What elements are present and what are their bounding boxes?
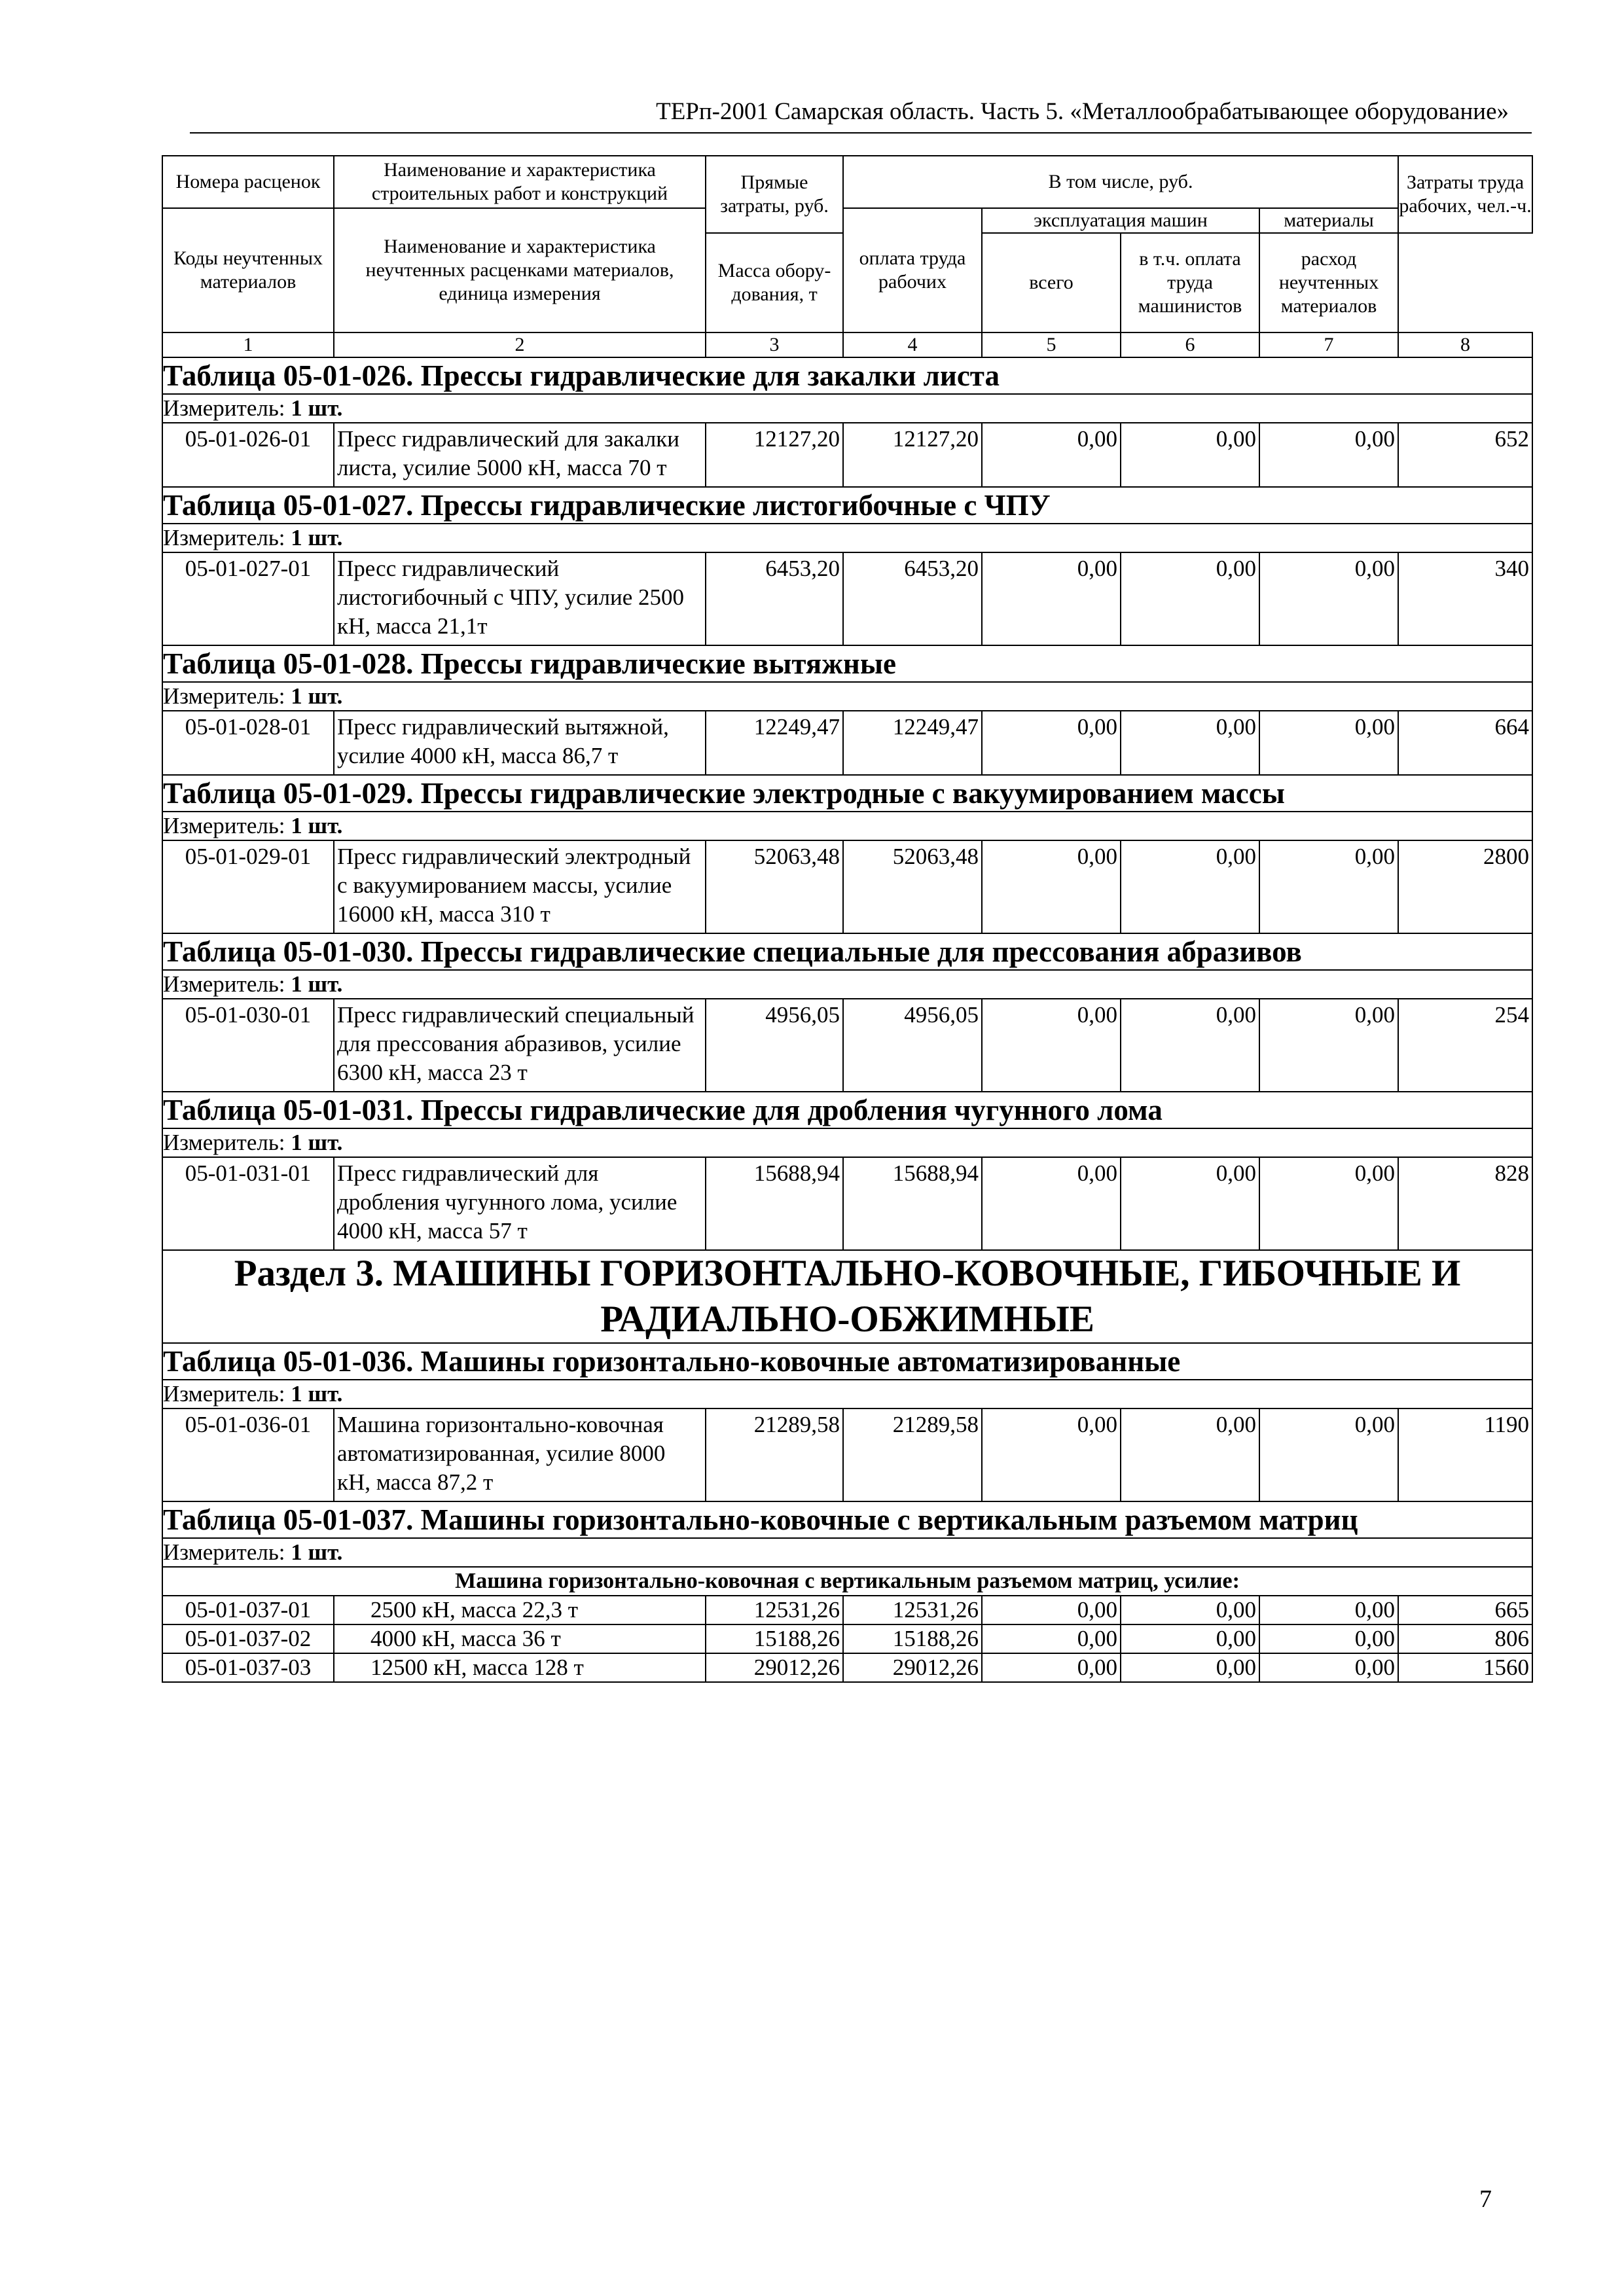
table-row <box>162 423 1532 487</box>
worker-pay: 29012,26 <box>843 1653 982 1682</box>
worker-pay: 12127,20 <box>843 423 982 487</box>
materials: 0,00 <box>1259 1157 1398 1250</box>
worker-pay: 12249,47 <box>843 711 982 775</box>
column-number: 7 <box>1259 332 1398 357</box>
rate-code: 05-01-037-03 <box>162 1653 334 1682</box>
machines-total: 0,00 <box>982 1653 1121 1682</box>
table-title: Таблица 05-01-036. Машины горизонтально-ковочные автоматизированные <box>162 1343 1532 1380</box>
rate-name: Пресс гидравлический для закалки листа, усилие 5000 кН, масса 70 т <box>334 423 706 487</box>
rate-name: Пресс гидравлический листогибочный с ЧПУ, усилие 2500 кН, масса 21,1т <box>334 552 706 645</box>
header-name-top: Наименование и характеристика строительных работ и конструкций <box>334 156 706 208</box>
worker-pay: 12531,26 <box>843 1596 982 1624</box>
price-table <box>162 155 1533 1683</box>
direct-costs: 12249,47 <box>706 711 843 775</box>
table-row <box>162 1157 1532 1250</box>
machines-total: 0,00 <box>982 1596 1121 1624</box>
table-title-row <box>162 1092 1532 1128</box>
labor-hours: 664 <box>1398 711 1532 775</box>
direct-costs: 52063,48 <box>706 840 843 933</box>
meter-row <box>162 524 1532 552</box>
materials: 0,00 <box>1259 711 1398 775</box>
meter <box>162 1538 1532 1567</box>
meter-row <box>162 682 1532 711</box>
machinist-pay: 0,00 <box>1121 1408 1259 1501</box>
labor-hours: 806 <box>1398 1624 1532 1653</box>
table-row <box>162 552 1532 645</box>
meter-value: 1 шт. <box>291 1381 343 1407</box>
meter-value: 1 шт. <box>291 1130 343 1155</box>
table-title-row <box>162 645 1532 682</box>
machinist-pay: 0,00 <box>1121 711 1259 775</box>
rate-name: Пресс гидравлический для дробления чугунного лома, усилие 4000 кН, масса 57 т <box>334 1157 706 1250</box>
group-row <box>162 1567 1532 1596</box>
direct-costs: 12531,26 <box>706 1596 843 1624</box>
column-number: 6 <box>1121 332 1259 357</box>
rate-code: 05-01-037-02 <box>162 1624 334 1653</box>
labor-hours: 828 <box>1398 1157 1532 1250</box>
meter-label: Измеритель: <box>163 971 285 997</box>
column-number: 2 <box>334 332 706 357</box>
labor-hours: 1560 <box>1398 1653 1532 1682</box>
direct-costs: 12127,20 <box>706 423 843 487</box>
worker-pay: 15688,94 <box>843 1157 982 1250</box>
labor-hours: 665 <box>1398 1596 1532 1624</box>
rate-code: 05-01-027-01 <box>162 552 334 645</box>
labor-hours: 254 <box>1398 999 1532 1092</box>
labor-hours: 652 <box>1398 423 1532 487</box>
running-head: ТЕРп-2001 Самарская область. Часть 5. «Металлообрабатывающее оборудование» <box>190 96 1532 134</box>
header-material-use: расход неучтенных материалов <box>1259 233 1398 332</box>
machinist-pay: 0,00 <box>1121 552 1259 645</box>
header-including: В том числе, руб. <box>843 156 1398 208</box>
machinist-pay: 0,00 <box>1121 1157 1259 1250</box>
column-number-row <box>162 332 1532 357</box>
table-title: Таблица 05-01-030. Прессы гидравлические специальные для прессования абразивов <box>162 933 1532 970</box>
machinist-pay: 0,00 <box>1121 1624 1259 1653</box>
worker-pay: 21289,58 <box>843 1408 982 1501</box>
rate-name: Пресс гидравлический вытяжной, усилие 4000 кН, масса 86,7 т <box>334 711 706 775</box>
rate-code: 05-01-037-01 <box>162 1596 334 1624</box>
table-title-row <box>162 775 1532 812</box>
machinist-pay: 0,00 <box>1121 999 1259 1092</box>
column-number: 1 <box>162 332 334 357</box>
machinist-pay: 0,00 <box>1121 423 1259 487</box>
worker-pay: 15188,26 <box>843 1624 982 1653</box>
machines-total: 0,00 <box>982 552 1121 645</box>
column-number: 3 <box>706 332 843 357</box>
meter-label: Измеритель: <box>163 1381 285 1407</box>
header-labor-hours: Затраты труда рабочих, чел.-ч. <box>1398 156 1532 233</box>
machines-total: 0,00 <box>982 999 1121 1092</box>
header-direct-costs: Прямые затраты, руб. <box>706 156 843 233</box>
materials: 0,00 <box>1259 423 1398 487</box>
direct-costs: 29012,26 <box>706 1653 843 1682</box>
column-number: 4 <box>843 332 982 357</box>
worker-pay: 52063,48 <box>843 840 982 933</box>
machinist-pay: 0,00 <box>1121 840 1259 933</box>
meter-row <box>162 812 1532 840</box>
table-title: Таблица 05-01-031. Прессы гидравлические для дробления чугунного лома <box>162 1092 1532 1128</box>
rate-name: 4000 кН, масса 36 т <box>334 1624 706 1653</box>
meter-row <box>162 1128 1532 1157</box>
table-title: Таблица 05-01-026. Прессы гидравлические для закалки листа <box>162 357 1532 394</box>
materials: 0,00 <box>1259 1653 1398 1682</box>
rate-code: 05-01-031-01 <box>162 1157 334 1250</box>
header-codes-top: Номера расценок <box>162 156 334 208</box>
meter-label: Измеритель: <box>163 1130 285 1155</box>
group-heading: Машина горизонтально-ковочная с вертикальным разъемом матриц, усилие: <box>162 1567 1532 1596</box>
meter <box>162 970 1532 999</box>
meter-value: 1 шт. <box>291 971 343 997</box>
table-row <box>162 999 1532 1092</box>
meter-row <box>162 1538 1532 1567</box>
direct-costs: 15688,94 <box>706 1157 843 1250</box>
rate-name: Пресс гидравлический специальный для прессования абразивов, усилие 6300 кН, масса 23 т <box>334 999 706 1092</box>
meter-row <box>162 394 1532 423</box>
rate-name: 2500 кН, масса 22,3 т <box>334 1596 706 1624</box>
header-codes-bottom: Коды неучтенных материалов <box>162 208 334 332</box>
meter-label: Измеритель: <box>163 525 285 550</box>
meter-value: 1 шт. <box>291 1539 343 1565</box>
header-worker-pay: оплата труда рабочих <box>843 208 982 332</box>
direct-costs: 15188,26 <box>706 1624 843 1653</box>
table-title: Таблица 05-01-029. Прессы гидравлические электродные с вакуумированием массы <box>162 775 1532 812</box>
table-title: Таблица 05-01-027. Прессы гидравлические листогибочные с ЧПУ <box>162 487 1532 524</box>
table-title: Таблица 05-01-028. Прессы гидравлические вытяжные <box>162 645 1532 682</box>
materials: 0,00 <box>1259 840 1398 933</box>
meter-value: 1 шт. <box>291 395 343 421</box>
labor-hours: 1190 <box>1398 1408 1532 1501</box>
table-row <box>162 1408 1532 1501</box>
meter <box>162 682 1532 711</box>
machinist-pay: 0,00 <box>1121 1653 1259 1682</box>
table-title-row <box>162 1501 1532 1538</box>
page-number: 7 <box>1479 2185 1492 2213</box>
rate-code: 05-01-026-01 <box>162 423 334 487</box>
meter-value: 1 шт. <box>291 525 343 550</box>
direct-costs: 6453,20 <box>706 552 843 645</box>
meter <box>162 1380 1532 1408</box>
table-row <box>162 1653 1532 1682</box>
table-title-row <box>162 1343 1532 1380</box>
materials: 0,00 <box>1259 1596 1398 1624</box>
meter <box>162 1128 1532 1157</box>
direct-costs: 21289,58 <box>706 1408 843 1501</box>
section-heading: Раздел 3. МАШИНЫ ГОРИЗОНТАЛЬНО-КОВОЧНЫЕ, ГИБОЧНЫЕ И РАДИАЛЬНО-ОБЖИМНЫЕ <box>162 1250 1532 1343</box>
table-title-row <box>162 933 1532 970</box>
meter-row <box>162 1380 1532 1408</box>
header-machinist-pay: в т.ч. оплата труда машинистов <box>1121 233 1259 332</box>
header-machines-total: всего <box>982 233 1121 332</box>
section-heading-row <box>162 1250 1532 1343</box>
meter-value: 1 шт. <box>291 683 343 709</box>
table-row <box>162 840 1532 933</box>
meter-label: Измеритель: <box>163 683 285 709</box>
table-row <box>162 1596 1532 1624</box>
table-title: Таблица 05-01-037. Машины горизонтально-ковочные с вертикальным разъемом матриц <box>162 1501 1532 1538</box>
rate-name: 12500 кН, масса 128 т <box>334 1653 706 1682</box>
rate-code: 05-01-030-01 <box>162 999 334 1092</box>
rate-code: 05-01-036-01 <box>162 1408 334 1501</box>
machinist-pay: 0,00 <box>1121 1596 1259 1624</box>
meter <box>162 394 1532 423</box>
labor-hours: 340 <box>1398 552 1532 645</box>
labor-hours: 2800 <box>1398 840 1532 933</box>
worker-pay: 6453,20 <box>843 552 982 645</box>
meter-label: Измеритель: <box>163 813 285 838</box>
rate-code: 05-01-028-01 <box>162 711 334 775</box>
machines-total: 0,00 <box>982 711 1121 775</box>
machines-total: 0,00 <box>982 840 1121 933</box>
header-equipment-mass: Масса обору-дования, т <box>706 233 843 332</box>
materials: 0,00 <box>1259 999 1398 1092</box>
column-number: 5 <box>982 332 1121 357</box>
worker-pay: 4956,05 <box>843 999 982 1092</box>
materials: 0,00 <box>1259 1624 1398 1653</box>
header-materials: материалы <box>1259 208 1398 233</box>
table-row <box>162 711 1532 775</box>
header-machines: эксплуатация машин <box>982 208 1259 233</box>
machines-total: 0,00 <box>982 1157 1121 1250</box>
table-row <box>162 1624 1532 1653</box>
machines-total: 0,00 <box>982 1408 1121 1501</box>
meter <box>162 812 1532 840</box>
materials: 0,00 <box>1259 552 1398 645</box>
rate-code: 05-01-029-01 <box>162 840 334 933</box>
meter-row <box>162 970 1532 999</box>
rate-name: Машина горизонтально-ковочная автоматизированная, усилие 8000 кН, масса 87,2 т <box>334 1408 706 1501</box>
meter-label: Измеритель: <box>163 1539 285 1565</box>
direct-costs: 4956,05 <box>706 999 843 1092</box>
machines-total: 0,00 <box>982 1624 1121 1653</box>
header-name-bottom: Наименование и характеристика неучтенных расценками материалов, единица измерения <box>334 208 706 332</box>
meter <box>162 524 1532 552</box>
rate-name: Пресс гидравлический электродный с вакуумированием массы, усилие 16000 кН, масса 310 т <box>334 840 706 933</box>
machines-total: 0,00 <box>982 423 1121 487</box>
meter-value: 1 шт. <box>291 813 343 838</box>
table-title-row <box>162 357 1532 394</box>
materials: 0,00 <box>1259 1408 1398 1501</box>
column-number: 8 <box>1398 332 1532 357</box>
meter-label: Измеритель: <box>163 395 285 421</box>
table-title-row <box>162 487 1532 524</box>
